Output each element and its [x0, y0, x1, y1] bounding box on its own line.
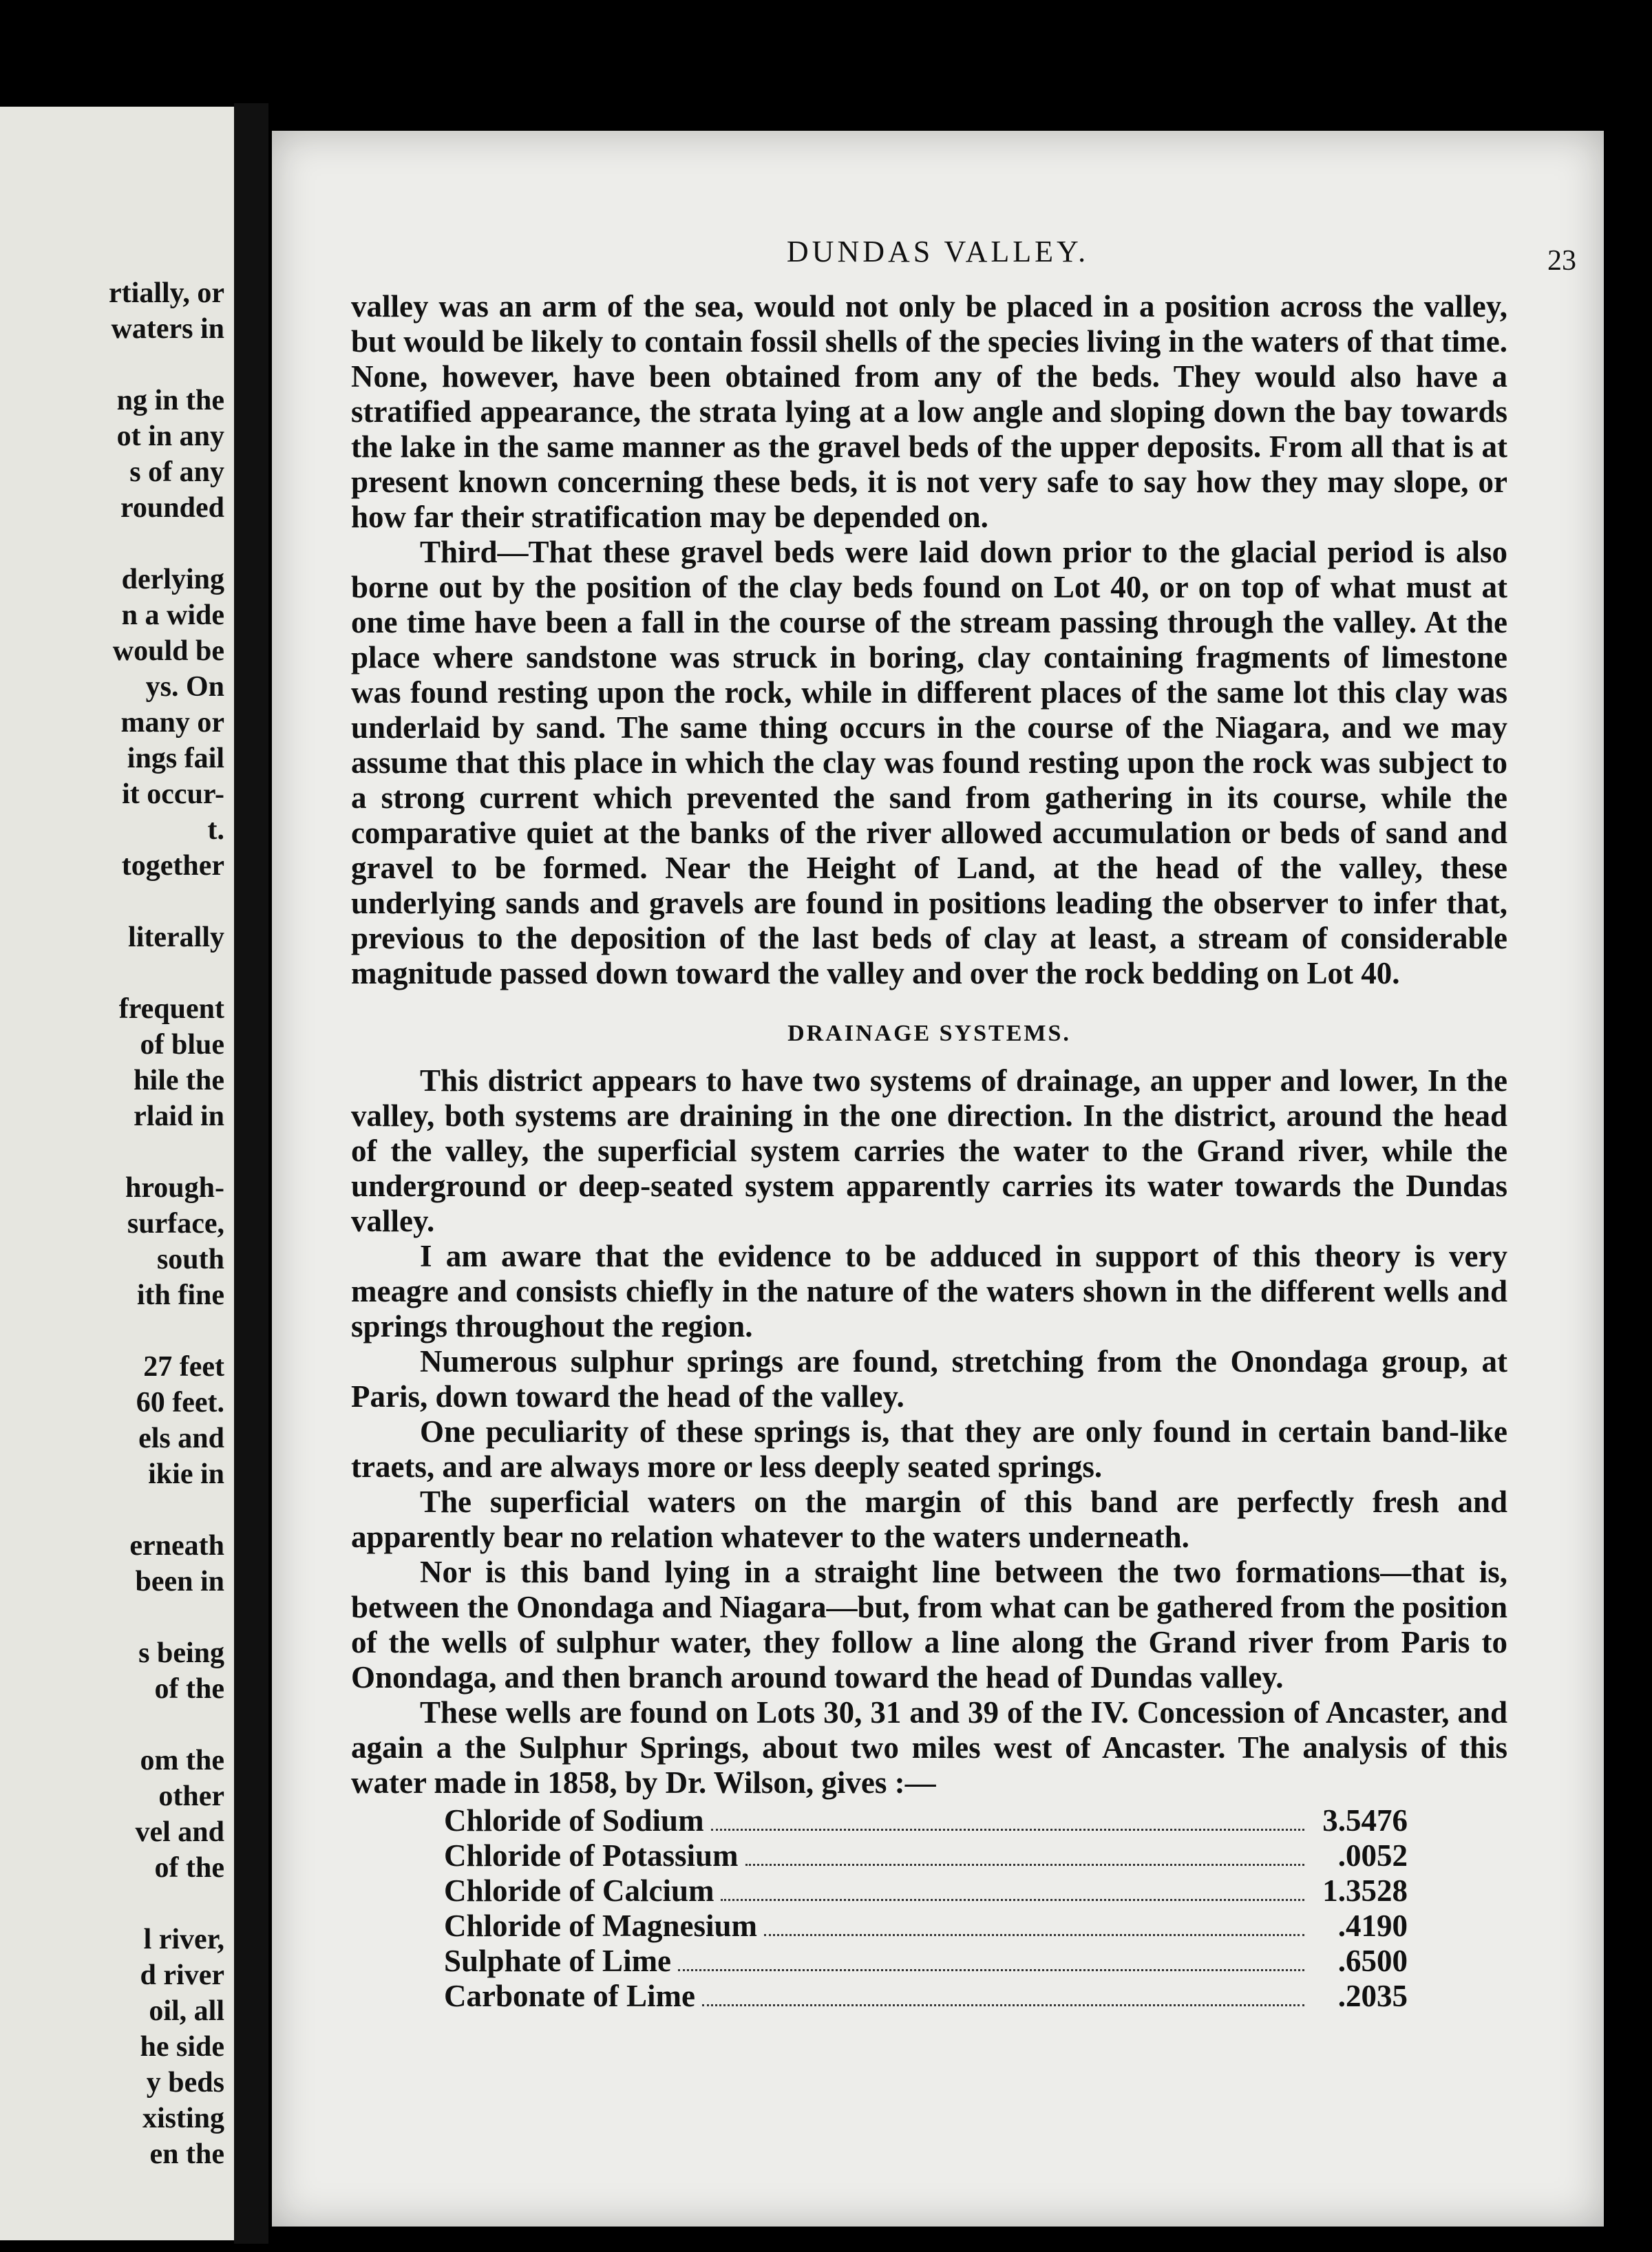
section-heading: DRAINAGE SYSTEMS. [787, 1021, 1071, 1046]
analysis-row [444, 1909, 1408, 1944]
facing-page-line: of the [154, 1852, 224, 1884]
facing-page-line: rtially, or [109, 277, 224, 309]
paragraph: This district appears to have two systems of drainage, an upper and lower, In the valley, both systems are draining in the one direction. In the district, around the head of the valley, the superficial system carries the water to the Grand river, while the underground or deep-seated system apparently carries its water towards the Dundas valley. [351, 1063, 1507, 1238]
facing-page-line [4, 526, 224, 562]
compound-value: .0052 [1337, 1838, 1408, 1873]
leader-dots [702, 2004, 1304, 2006]
facing-page-line: n a wide [121, 599, 224, 631]
facing-page-line [4, 1134, 224, 1170]
analysis-row [444, 1838, 1408, 1873]
facing-page-line: of blue [140, 1029, 224, 1061]
facing-page-line: he side [140, 2031, 224, 2063]
analysis-row [444, 1979, 1408, 2014]
facing-page-line [4, 1886, 224, 1922]
paragraph: These wells are found on Lots 30, 31 and 39 of the IV. Concession of Ancaster, and again a the Sulphur Springs, about two miles west of Ancaster. The analysis of this water made in 1858, by Dr. Wilson, gives :— [351, 1695, 1507, 1800]
facing-page-line: y beds [146, 2067, 224, 2099]
leader-dots [764, 1934, 1304, 1936]
facing-page-line: frequent [118, 993, 224, 1025]
compound-value: .2035 [1337, 1979, 1408, 2013]
facing-page-fragment [0, 107, 234, 2240]
paragraph: Numerous sulphur springs are found, stretching from the Onondaga group, at Paris, down toward the head of the valley. [351, 1344, 1507, 1414]
facing-page-line: derlying [121, 564, 224, 595]
facing-page-line: rounded [120, 492, 224, 524]
facing-page-line: together [121, 850, 224, 882]
facing-page-line: xisting [142, 2103, 224, 2134]
compound-name: Sulphate of Lime [444, 1944, 672, 1978]
facing-page-line: south [156, 1244, 224, 1275]
facing-page-line: ith fine [136, 1279, 224, 1311]
facing-page-text [4, 275, 224, 2172]
facing-page-line: vel and [135, 1816, 224, 1848]
facing-page-line: ng in the [116, 385, 224, 416]
facing-page-line [4, 1600, 224, 1635]
facing-page-line: ot in any [116, 421, 224, 452]
facing-page-line: hrough- [125, 1172, 224, 1204]
facing-page-line: rlaid in [134, 1101, 224, 1132]
facing-page-line: many or [120, 707, 224, 739]
facing-page-line [4, 955, 224, 991]
analysis-row [444, 1803, 1408, 1838]
facing-page-line: s being [138, 1637, 224, 1669]
facing-page-line: l river, [143, 1924, 224, 1955]
leader-dots [721, 1899, 1304, 1901]
book-gutter [234, 103, 268, 2244]
facing-page-line: surface, [127, 1208, 224, 1240]
facing-page-line [4, 1707, 224, 1743]
leader-dots [711, 1829, 1304, 1831]
paragraph: valley was an arm of the sea, would not only be placed in a position across the valley, but would be likely to contain fossil shells of the species living in the waters of that time. None, however, have been obtained from any of the beds. They would also have a stratified appearance, the strata lying at a low angle and sloping down the bay towards the lake in the same manner as the gravel beds of the upper deposits. From all that is at present known concerning these beds, it is not very safe to say how they may slope, or how far their stratification may be depended on. [351, 289, 1508, 534]
facing-page-line: literally [128, 922, 224, 953]
analysis-table [444, 1803, 1408, 2014]
facing-page-line: 60 feet. [136, 1387, 224, 1419]
facing-page-line: been in [135, 1566, 224, 1597]
facing-page-line: oil, all [149, 1995, 224, 2027]
compound-name: Chloride of Potassium [444, 1838, 739, 1873]
facing-page-line: ings fail [127, 743, 224, 774]
facing-page-line [4, 1313, 224, 1349]
paragraph: Third—That these gravel beds were laid down prior to the glacial period is also borne out by the position of the clay beds found on Lot 40, or on top of what must at one time have been a fall in the course of the stream passing through the valley. At the place where sandstone was struck in boring, clay containing fragments of limestone was found resting upon the rock, while in different places of the same lot this clay was underlaid by sand. The same thing occurs in the course of the Niagara, and we may assume that this place in which the clay was found resting upon the rock was subject to a strong current which prevented the sand from gathering in its course, while the comparative quiet at the banks of the river allowed accumulation or beds of sand and gravel to be formed. Near the Height of Land, at the head of the valley, these underlying sands and gravels are found in positions leading the observer to infer that, previous to the deposition of the last beds of clay at least, a stream of considerable magnitude passed down toward the valley and over the rock bedding on Lot 40. [351, 535, 1507, 990]
compound-value: 3.5476 [1322, 1803, 1408, 1838]
paragraph: I am aware that the evidence to be adduced in support of this theory is very meagre and consists chiefly in the nature of the waters shown in the different wells and springs throughout the region. [351, 1239, 1507, 1343]
facing-page-line [4, 347, 224, 383]
facing-page-line: it occur- [122, 778, 224, 810]
compound-name: Carbonate of Lime [444, 1979, 695, 2013]
page-number: 23 [1547, 245, 1576, 277]
leader-dots [678, 1969, 1304, 1971]
paragraph: One peculiarity of these springs is, that they are only found in certain band-like traets, and are always more or less deeply seated springs. [351, 1414, 1507, 1484]
compound-name: Chloride of Magnesium [444, 1909, 757, 1943]
analysis-row [444, 1873, 1408, 1909]
analysis-row [444, 1944, 1408, 1979]
facing-page-line: s of any [129, 456, 224, 488]
facing-page-line: ys. On [145, 671, 224, 703]
compound-value: .4190 [1337, 1909, 1408, 1943]
paragraph: The superficial waters on the margin of this band are perfectly fresh and apparently bear no relation whatever to the waters underneath. [351, 1485, 1507, 1554]
facing-page-line: waters in [111, 313, 224, 345]
facing-page-line: en the [149, 2138, 224, 2170]
facing-page-line: of the [154, 1673, 224, 1705]
facing-page-line: erneath [129, 1530, 224, 1562]
paragraph: Nor is this band lying in a straight line between the two formations—that is, between the Onondaga and Niagara—but, from what can be gathered from the position of the wells of sulphur water, they follow a line along the Grand river from Paris to Onondaga, and then branch around toward the head of Dundas valley. [351, 1555, 1507, 1695]
facing-page-line: other [158, 1781, 224, 1812]
facing-page-line: om the [140, 1745, 224, 1776]
book-page [272, 131, 1604, 2227]
facing-page-line: hile the [134, 1065, 224, 1096]
compound-value: 1.3528 [1322, 1873, 1408, 1908]
facing-page-line [4, 1492, 224, 1528]
facing-page-line [4, 884, 224, 920]
compound-name: Chloride of Calcium [444, 1873, 714, 1908]
compound-value: .6500 [1337, 1944, 1408, 1978]
leader-dots [745, 1864, 1305, 1866]
facing-page-line: t. [207, 814, 224, 846]
facing-page-line: 27 feet [143, 1351, 224, 1383]
facing-page-line: would be [112, 635, 224, 667]
facing-page-line: els and [138, 1423, 224, 1454]
compound-name: Chloride of Sodium [444, 1803, 704, 1838]
page-body [351, 289, 1507, 2014]
running-head: DUNDAS VALLEY. [786, 235, 1090, 268]
facing-page-line: ikie in [148, 1458, 224, 1490]
facing-page-line: d river [140, 1959, 224, 1991]
